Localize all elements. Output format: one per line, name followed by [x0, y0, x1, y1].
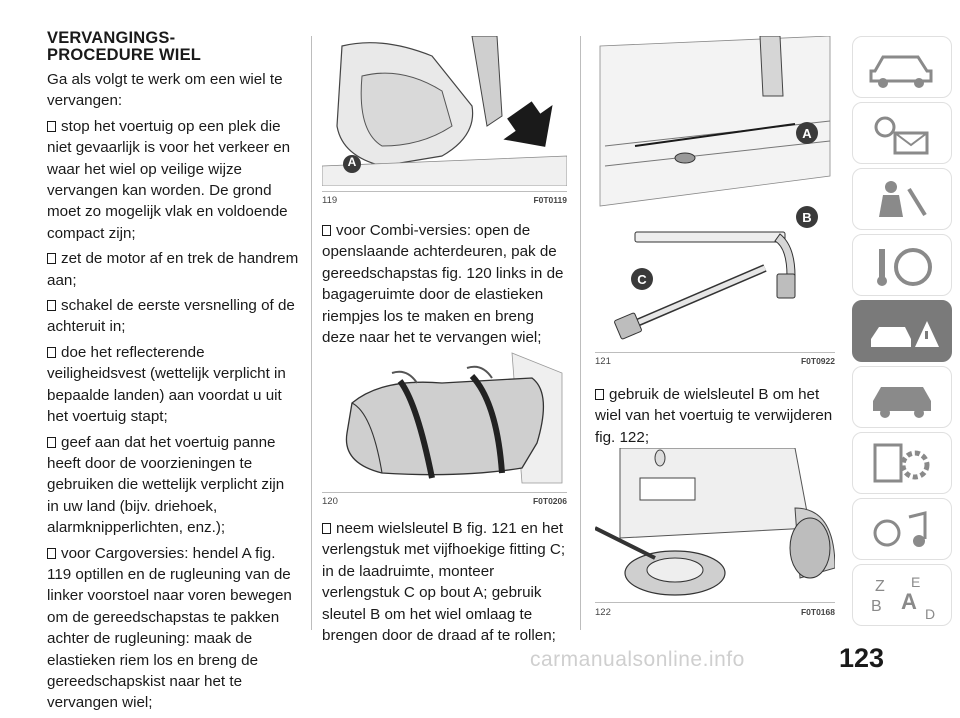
index-alphabet-icon — [853, 565, 953, 627]
figure-number: 119 — [322, 195, 338, 206]
wrench-illustration — [595, 36, 835, 349]
tool-bag-illustration — [322, 343, 567, 488]
spare-wheel-illustration — [595, 448, 835, 598]
checkbox-bullet-icon — [47, 437, 56, 448]
column-divider — [580, 36, 581, 630]
list-item: stop het voertuig op een plek die niet gevaarlijk is voor het verkeer en waar het wiel op veilige wijze vervangen kan worden. De grond moet zo mogelijk vlak en voldoende compact zijn; — [47, 117, 291, 242]
list-item: doe het reflecterende veiligheidsvest (wettelijk verplicht in bepaalde landen) aan voordat u uit het voertuig stapt; — [47, 343, 286, 426]
figure-number: 120 — [322, 496, 338, 507]
section-heading: VERVANGINGS- PROCEDURE WIEL — [47, 29, 202, 64]
column-2-upper — [322, 220, 567, 352]
callout-b: B — [802, 210, 812, 225]
column-2-lower — [322, 518, 567, 650]
figure-rule — [322, 191, 567, 192]
svg-text:B: B — [871, 598, 882, 615]
checkbox-bullet-icon — [47, 121, 56, 132]
figure-code: F0T0922 — [800, 356, 835, 366]
figure-number: 121 — [595, 356, 611, 367]
tab-media[interactable] — [852, 498, 952, 560]
column-3 — [595, 384, 835, 452]
tab-warning-lights[interactable] — [852, 102, 952, 164]
media-icon — [853, 499, 953, 561]
figure-rule — [595, 352, 835, 353]
checkbox-bullet-icon — [47, 347, 56, 358]
checkbox-bullet-icon — [47, 548, 56, 559]
tab-specs[interactable] — [852, 432, 952, 494]
callout-a: A — [347, 155, 357, 169]
checkbox-bullet-icon — [595, 389, 604, 400]
callout-c: C — [637, 272, 647, 287]
checkbox-bullet-icon — [47, 300, 56, 311]
callout-a: A — [802, 126, 812, 141]
figure-119 — [322, 36, 567, 186]
steering-key-icon — [853, 235, 953, 297]
tab-car-service[interactable] — [852, 366, 952, 428]
list-item: schakel de eerste versnelling of de achteruit in; — [47, 297, 295, 336]
figure-rule — [595, 602, 835, 603]
checkbox-bullet-icon — [47, 253, 56, 264]
list-item: neem wielsleutel B fig. 121 en het verlengstuk met vijfhoekige fitting C; in de laadruimte, monteer verlengstuk C op bout A; gebruik sleutel B om het wiel omlaag te brengen door de draad af te rollen; — [322, 520, 566, 645]
tab-breakdown[interactable] — [852, 300, 952, 362]
checkbox-bullet-icon — [322, 225, 331, 236]
breakdown-icon — [853, 301, 953, 363]
figure-120 — [322, 343, 567, 488]
specs-gear-icon — [853, 433, 953, 495]
figure-122 — [595, 448, 835, 598]
tab-index[interactable] — [852, 564, 952, 626]
list-item: gebruik de wielsleutel B om het wiel van het voertuig te verwijderen fig. 122; — [595, 386, 833, 446]
tab-car-dashboard[interactable] — [852, 36, 952, 98]
list-item: zet de motor af en trek de handrem aan; — [47, 250, 299, 289]
warning-lights-icon — [853, 103, 953, 165]
figure-121 — [595, 36, 835, 349]
watermark: carmanualsonline.info — [530, 648, 745, 671]
list-item: voor Cargoversies: hendel A fig. 119 optillen en de rugleuning van de linker voorstoel naar voren bewegen om de gereedschapstas te pakken achter de rugleuning: maak de elastieken riem los en breng de gereedschapskist naar het te vervangen wiel; — [47, 544, 292, 712]
svg-text:A: A — [901, 589, 917, 614]
tab-steering-key[interactable] — [852, 234, 952, 296]
column-1 — [47, 30, 299, 718]
intro-text: Ga als volgt te werk om een wiel te vervangen: — [47, 71, 283, 110]
car-dashboard-icon — [853, 37, 953, 99]
tab-airbag-safety[interactable] — [852, 168, 952, 230]
figure-code: F0T0206 — [532, 496, 567, 506]
seat-illustration — [322, 36, 567, 186]
car-service-icon — [853, 367, 953, 429]
svg-text:E: E — [911, 574, 921, 590]
figure-code: F0T0168 — [800, 607, 835, 617]
figure-number: 122 — [595, 607, 611, 618]
svg-text:D: D — [925, 606, 936, 622]
column-divider — [311, 36, 312, 630]
figure-code: F0T0119 — [533, 195, 567, 205]
airbag-safety-icon — [853, 169, 953, 231]
checkbox-bullet-icon — [322, 523, 331, 534]
svg-text:Z: Z — [875, 578, 885, 595]
list-item: voor Combi-versies: open de openslaande achterdeuren, pak de gereedschapstas fig. 120 links in de bagageruimte door de elastieken riempjes los te maken en breng deze naar het te vervangen wiel; — [322, 222, 564, 347]
figure-rule — [322, 492, 567, 493]
list-item: geef aan dat het voertuig panne heeft door de voorzieningen te gebruiken die wettelijk verplicht zijn in uw land (bijv. driehoek, alarmknipperlichten, enz.); — [47, 433, 285, 537]
page-number: 123 — [838, 643, 884, 673]
